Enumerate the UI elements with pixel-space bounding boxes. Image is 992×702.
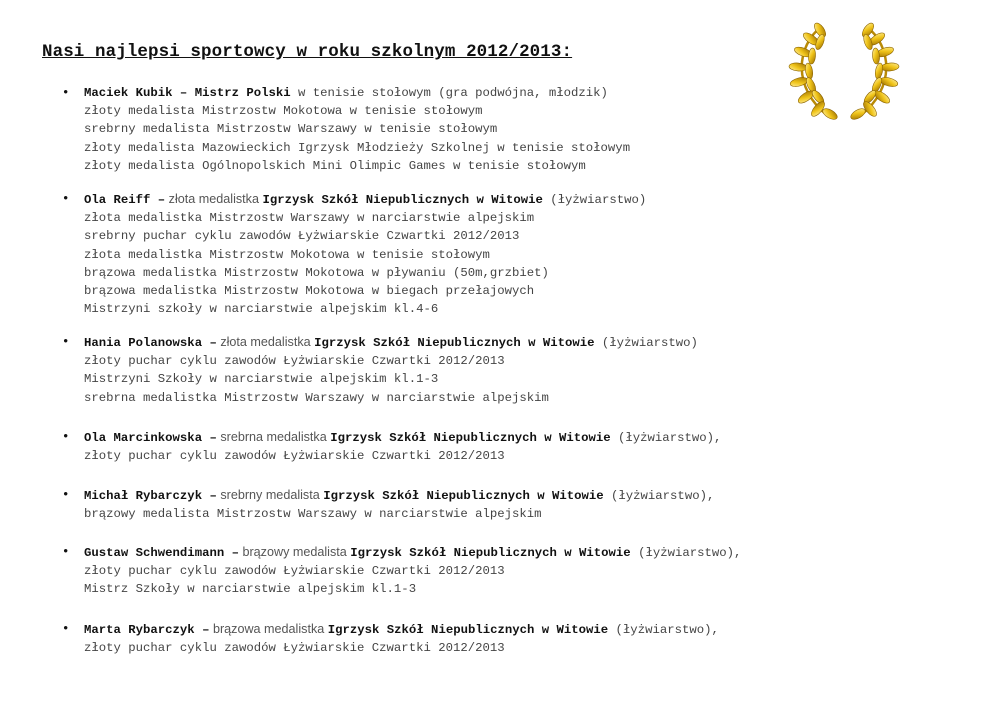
detail-line: złoty puchar cyklu zawodów Łyżwiarskie Czwartki 2012/2013	[84, 449, 505, 464]
detail-line: Mistrzyni szkoły w narciarstwie alpejskim kl.4-6	[84, 302, 439, 317]
award-text: złota medalistka	[216, 335, 315, 349]
detail-line: Mistrzyni Szkoły w narciarstwie alpejskim kl.1-3	[84, 372, 439, 387]
headline-text: w tenisie stołowym (gra podwójna, młodzik)	[290, 86, 608, 100]
athlete-name: Gustaw Schwendimann –	[84, 546, 239, 560]
detail-line: złoty puchar cyklu zawodów Łyżwiarskie Czwartki 2012/2013	[84, 641, 505, 656]
event-name: Igrzysk Szkół Niepublicznych w Witowie	[262, 193, 543, 207]
bullet: •	[62, 335, 70, 349]
entry-headline	[84, 428, 721, 447]
detail-line: złota medalistka Mistrzostw Warszawy w narciarstwie alpejskim	[84, 211, 535, 226]
award-text: brązowy medalista	[238, 545, 351, 559]
athlete-name: Marta Rybarczyk –	[84, 623, 210, 637]
detail-line: srebrna medalistka Mistrzostw Warszawy w narciarstwie alpejskim	[84, 390, 549, 405]
detail-line: złota medalistka Mistrzostw Mokotowa w tenisie stołowym	[84, 247, 490, 262]
discipline-text: (łyżwiarstwo),	[603, 489, 715, 503]
award-text: srebrny medalista	[216, 488, 324, 502]
detail-line: brązowa medalistka Mistrzostw Mokotowa w biegach przełajowych	[84, 284, 535, 299]
detail-line: brązowa medalistka Mistrzostw Mokotowa w pływaniu (50m,grzbiet)	[84, 265, 549, 280]
discipline-text: (łyżwiarstwo),	[630, 546, 742, 560]
entry-headline	[84, 543, 741, 562]
discipline-text: (łyżwiarstwo)	[542, 193, 647, 207]
athlete-name: Hania Polanowska –	[84, 336, 217, 350]
award-text: srebrna medalistka	[216, 430, 331, 444]
athlete-name: Ola Reiff –	[84, 193, 166, 207]
award-text: złota medalistka	[165, 192, 263, 206]
discipline-text: (łyżwiarstwo)	[594, 336, 698, 350]
detail-line: Mistrz Szkoły w narciarstwie alpejskim kl.1-3	[84, 582, 417, 597]
detail-line: złoty medalista Ogólnopolskich Mini Olimpic Games w tenisie stołowym	[84, 158, 586, 173]
event-name: Igrzysk Szkół Niepublicznych w Witowie	[330, 431, 611, 445]
detail-line: złoty puchar cyklu zawodów Łyżwiarskie Czwartki 2012/2013	[84, 354, 505, 369]
entry-headline	[84, 620, 719, 639]
page-title: Nasi najlepsi sportowcy w roku szkolnym 2012/2013:	[42, 42, 573, 62]
athlete-name: Ola Marcinkowska –	[84, 431, 217, 445]
event-name: Igrzysk Szkół Niepublicznych w Witowie	[327, 623, 609, 637]
detail-line: brązowy medalista Mistrzostw Warszawy w narciarstwie alpejskim	[84, 507, 542, 522]
event-name: Igrzysk Szkół Niepublicznych w Witowie	[350, 546, 631, 560]
entry-headline	[84, 486, 714, 505]
entry-headline	[84, 190, 646, 209]
discipline-text: (łyżwiarstwo),	[610, 431, 722, 445]
entry-headline	[84, 84, 630, 102]
detail-line: złoty medalista Mistrzostw Mokotowa w tenisie stołowym	[84, 104, 483, 119]
bullet: •	[62, 430, 70, 444]
event-name: Igrzysk Szkół Niepublicznych w Witowie	[323, 489, 604, 503]
discipline-text: (łyżwiarstwo),	[608, 623, 719, 637]
bullet: •	[62, 488, 70, 502]
laurel-wreath-icon	[784, 18, 904, 130]
detail-line: złoty medalista Mazowieckich Igrzysk Młodzieży Szkolnej w tenisie stołowym	[84, 140, 631, 155]
award-text: brązowa medalistka	[209, 622, 328, 636]
entry-headline	[84, 333, 698, 352]
detail-line: srebrny puchar cyklu zawodów Łyżwiarskie Czwartki 2012/2013	[84, 229, 520, 244]
bullet: •	[62, 86, 70, 100]
bullet: •	[62, 622, 70, 636]
athlete-name: Maciek Kubik – Mistrz Polski	[84, 86, 291, 100]
detail-line: srebrny medalista Mistrzostw Warszawy w tenisie stołowym	[84, 122, 498, 137]
bullet: •	[62, 192, 70, 206]
athlete-name: Michał Rybarczyk –	[84, 489, 217, 503]
event-name: Igrzysk Szkół Niepublicznych w Witowie	[314, 336, 595, 350]
detail-line: złoty puchar cyklu zawodów Łyżwiarskie Czwartki 2012/2013	[84, 564, 505, 579]
bullet: •	[62, 545, 70, 559]
